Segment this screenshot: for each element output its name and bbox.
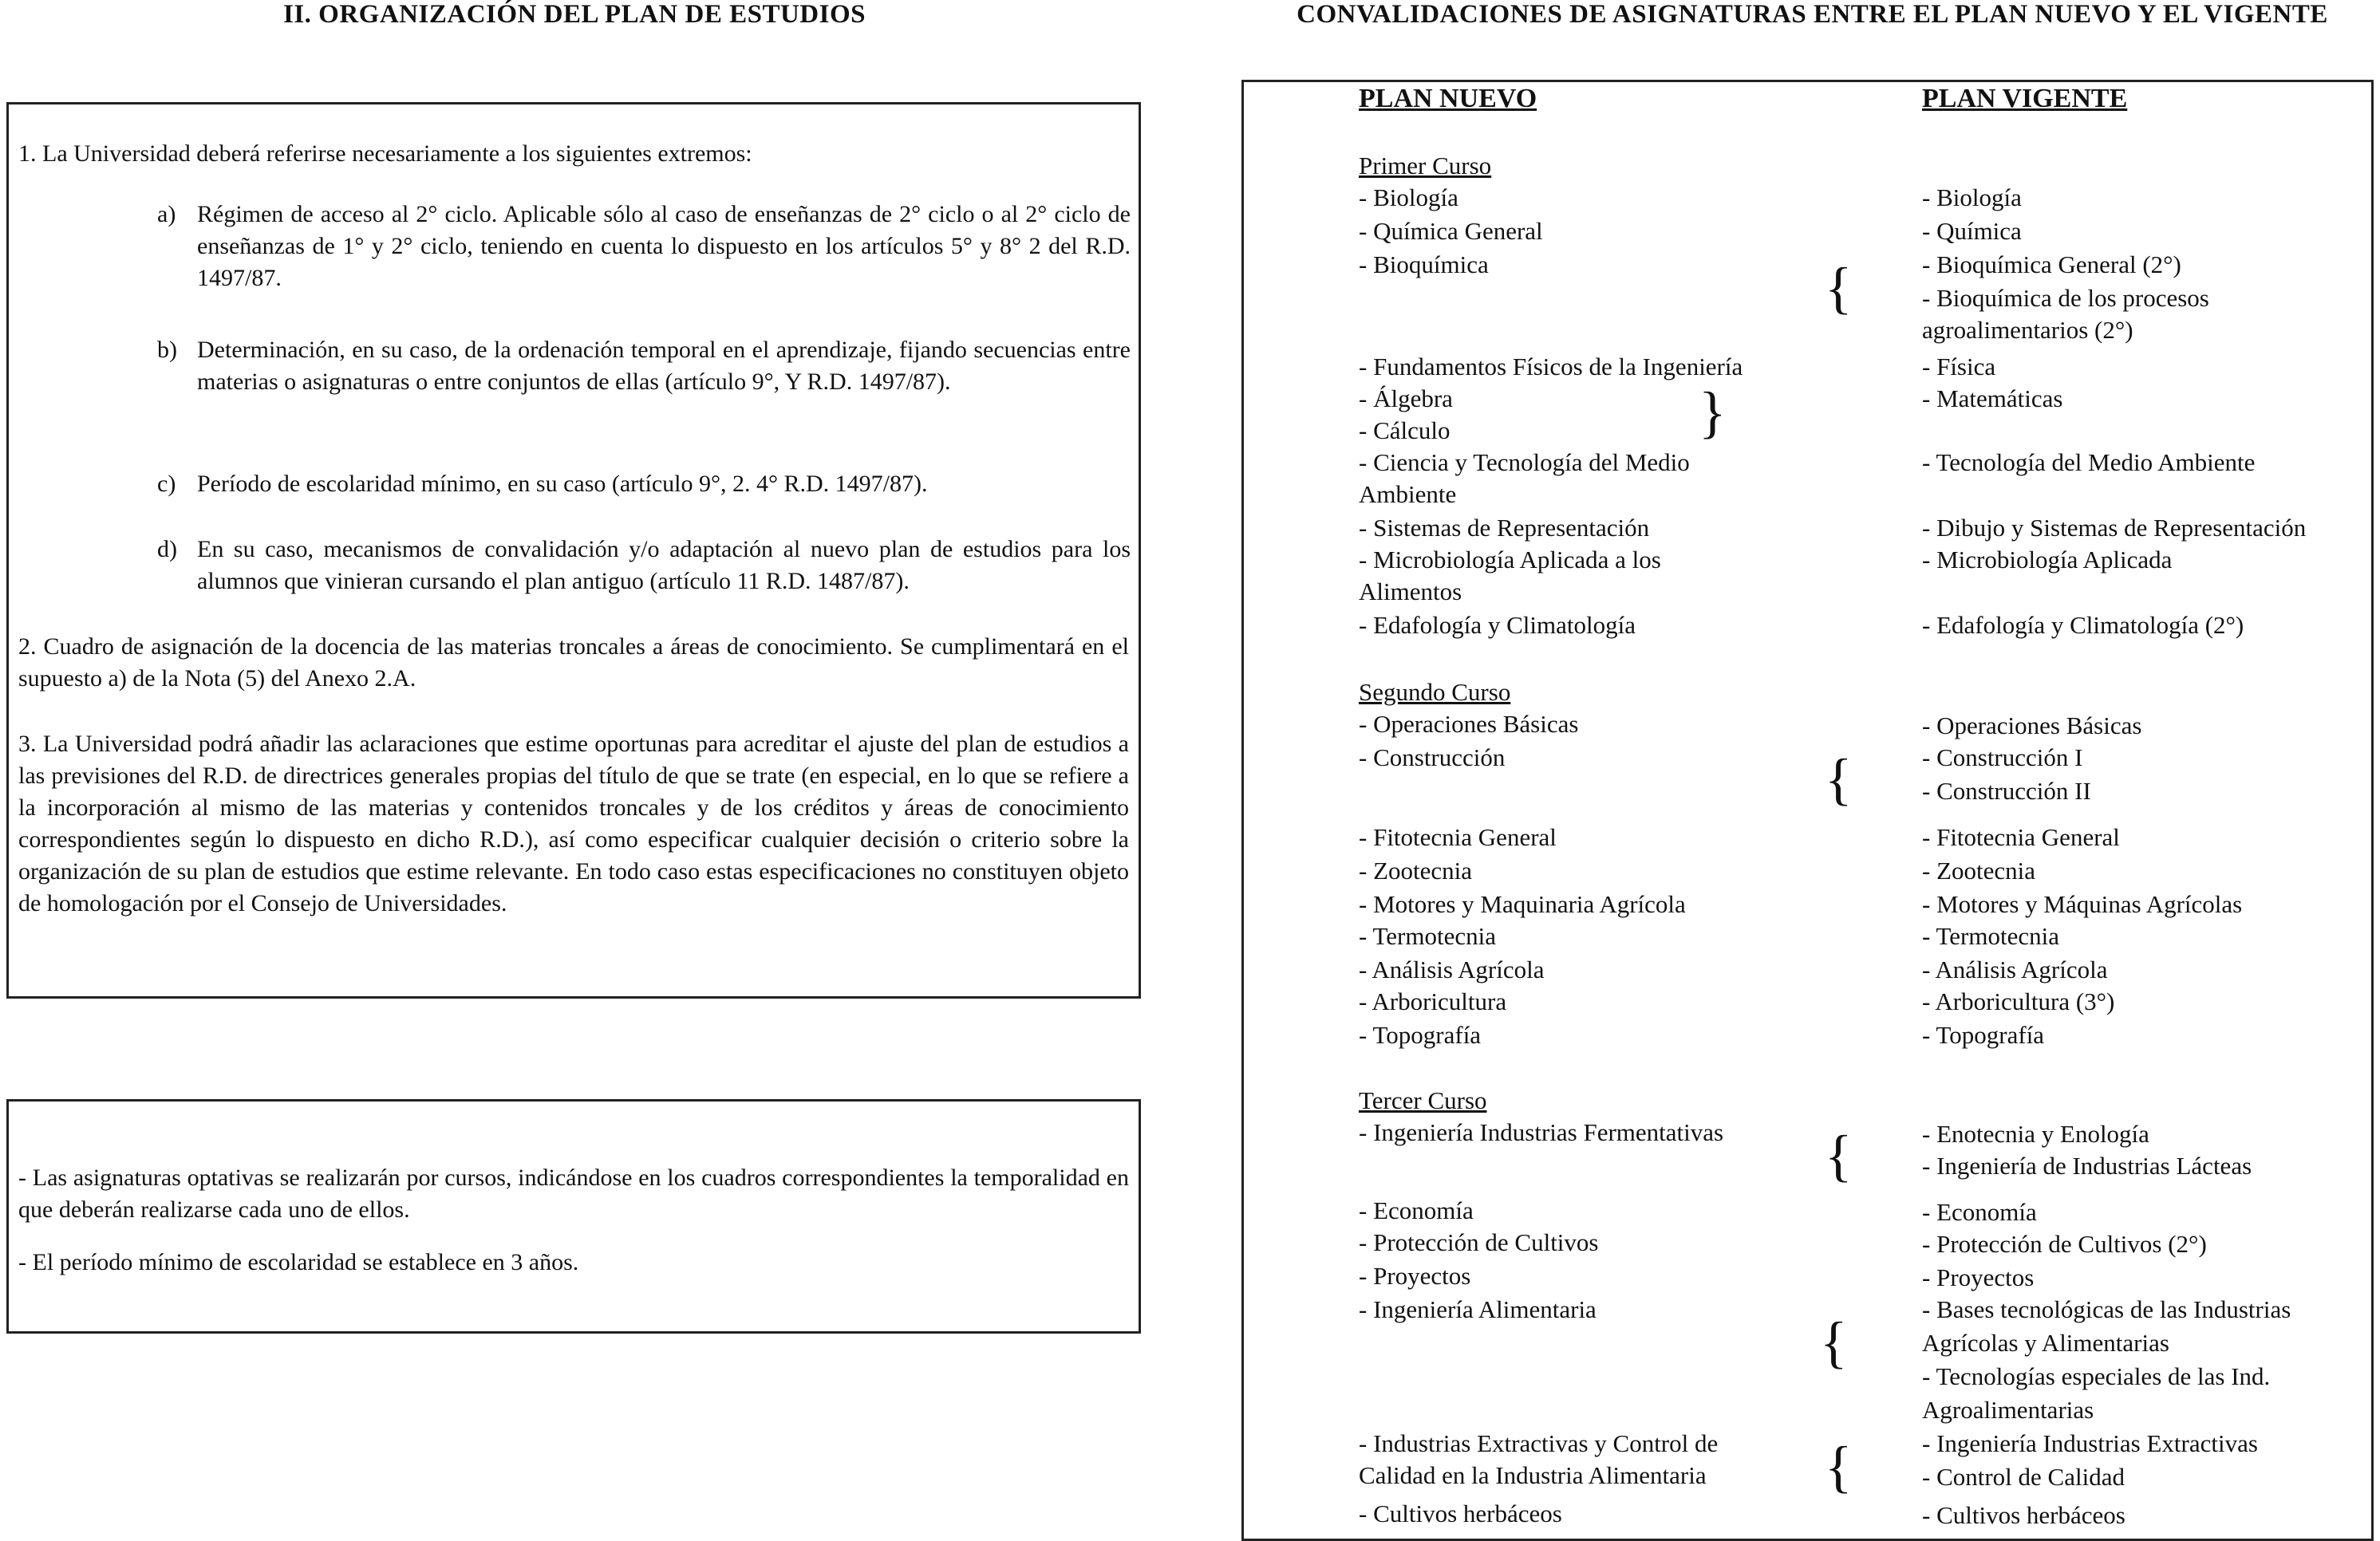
- new-subject: - Sistemas de Representación: [1359, 514, 1650, 542]
- new-subject: - Ingeniería Alimentaria: [1359, 1295, 1597, 1323]
- old-subject: - Matemáticas: [1922, 384, 2063, 412]
- paragraph-1: 1. La Universidad deberá referirse necesariamente a los siguientes extremos:: [18, 140, 752, 167]
- list-marker-c: c): [157, 471, 176, 497]
- old-subject: - Enotecnia y Enología: [1922, 1120, 2149, 1148]
- organization-box: [6, 102, 1141, 999]
- old-subject: - Química: [1922, 217, 2022, 245]
- old-subject: - Control de Calidad: [1922, 1463, 2125, 1491]
- new-subject: - Bioquímica: [1359, 250, 1489, 278]
- new-subject: - Cálculo: [1359, 416, 1450, 444]
- old-subject: - Microbiología Aplicada: [1922, 546, 2173, 573]
- new-subject: - Zootecnia: [1359, 857, 1473, 885]
- new-subject: - Análisis Agrícola: [1359, 956, 1545, 983]
- old-subject: - Topografía: [1922, 1021, 2045, 1049]
- new-subject: - Química General: [1359, 217, 1543, 245]
- new-subject: - Arboricultura: [1359, 987, 1507, 1015]
- section-title-convalidaciones: CONVALIDACIONES DE ASIGNATURAS ENTRE EL PLAN NUEVO Y EL VIGENTE: [1297, 0, 2328, 29]
- old-subject: - Cultivos herbáceos: [1922, 1501, 2125, 1529]
- old-subject: - Termotecnia: [1922, 922, 2059, 950]
- old-subject: - Economía: [1922, 1198, 2037, 1226]
- column-header-plan-nuevo: PLAN NUEVO: [1359, 84, 1537, 113]
- old-subject: - Arboricultura (3°): [1922, 987, 2115, 1015]
- old-subject-continued: agroalimentarios (2°): [1922, 316, 2133, 344]
- new-subject: - Cultivos herbáceos: [1359, 1500, 1562, 1527]
- new-subject: - Biología: [1359, 183, 1458, 211]
- list-item-b-text: Determinación, en su caso, de la ordenación temporal en el aprendizaje, fijando secuencias entre materias o asignaturas o entre conjuntos de ellas (artículo 9°, Y R.D. 1497/87).: [197, 337, 1131, 395]
- list-item-d-text: En su caso, mecanismos de convalidación y/o adaptación al nuevo plan de estudios para los alumnos que vinieran cursando el plan antiguo (artículo 11 R.D. 1487/87).: [197, 536, 1131, 594]
- column-header-plan-vigente: PLAN VIGENTE: [1922, 84, 2128, 113]
- list-item-a-text: Régimen de acceso al 2° ciclo. Aplicable sólo al caso de enseñanzas de 2° ciclo o al 2° ciclo de enseñanzas de 1° y 2° ciclo, teniendo en cuenta lo dispuesto en los artículos 5° y 8° 2 del R.D. 1497/87.: [197, 201, 1131, 291]
- list-item-d: [157, 534, 1131, 597]
- old-subject-continued: Agroalimentarias: [1922, 1396, 2094, 1424]
- note-periodo-minimo: - El período mínimo de escolaridad se establece en 3 años.: [18, 1249, 579, 1275]
- old-subject: - Ingeniería Industrias Extractivas: [1922, 1429, 2258, 1457]
- new-subject: - Topografía: [1359, 1021, 1482, 1049]
- old-subject: - Dibujo y Sistemas de Representación: [1922, 514, 2307, 542]
- old-subject: - Protección de Cultivos (2°): [1922, 1230, 2207, 1258]
- brace-fermentativas: {: [1825, 1124, 1853, 1188]
- brace-bioquimica: {: [1825, 256, 1853, 320]
- list-item-c: [157, 468, 1131, 500]
- old-subject: - Construcción I: [1922, 743, 2083, 771]
- old-subject: - Bases tecnológicas de las Industrias: [1922, 1295, 2291, 1323]
- note-optativas: - Las asignaturas optativas se realizarán por cursos, indicándose en los cuadros correspondientes la temporalidad en que deberán realizarse cada uno de ellos.: [18, 1165, 1129, 1223]
- list-item-c-text: Período de escolaridad mínimo, en su caso (artículo 9°, 2. 4° R.D. 1497/87).: [197, 471, 928, 497]
- list-marker-b: b): [157, 337, 177, 363]
- old-subject: - Zootecnia: [1922, 857, 2036, 885]
- list-marker-d: d): [157, 536, 177, 562]
- old-subject: - Tecnología del Medio Ambiente: [1922, 448, 2256, 476]
- new-subject: - Edafología y Climatología: [1359, 611, 1636, 639]
- old-subject: - Tecnologías especiales de las Ind.: [1922, 1362, 2271, 1390]
- course-heading-tercero: Tercer Curso: [1359, 1086, 1487, 1114]
- list-marker-a: a): [157, 201, 176, 227]
- new-subject: - Operaciones Básicas: [1359, 710, 1579, 738]
- new-subject: - Fundamentos Físicos de la Ingeniería: [1359, 353, 1743, 380]
- old-subject: - Operaciones Básicas: [1922, 711, 2142, 739]
- old-subject-continued: Agrícolas y Alimentarias: [1922, 1329, 2169, 1357]
- brace-matematicas: }: [1699, 380, 1727, 444]
- list-item-b: [157, 334, 1131, 398]
- old-subject: - Construcción II: [1922, 777, 2091, 805]
- new-subject: - Ingeniería Industrias Fermentativas: [1359, 1118, 1724, 1146]
- new-subject: - Ciencia y Tecnología del Medio: [1359, 448, 1690, 476]
- new-subject: - Fitotecnia General: [1359, 823, 1557, 851]
- new-subject: - Protección de Cultivos: [1359, 1228, 1599, 1256]
- new-subject: - Álgebra: [1359, 384, 1453, 412]
- paragraph-2: 2. Cuadro de asignación de la docencia de las materias troncales a áreas de conocimiento. Se cumplimentará en el supuesto a) de la Nota (5) del Anexo 2.A.: [18, 633, 1129, 692]
- old-subject: - Edafología y Climatología (2°): [1922, 611, 2244, 639]
- new-subject-continued: Calidad en la Industria Alimentaria: [1359, 1461, 1707, 1489]
- new-subject: - Construcción: [1359, 743, 1506, 771]
- paragraph-3: 3. La Universidad podrá añadir las aclaraciones que estime oportunas para acreditar el ajuste del plan de estudios a las previsiones del R.D. de directrices generales propias del título de que se trate (en especial, en lo que se refiere a la incorporación al mismo de las materias y contenidos troncales y de los créditos y áreas de conocimiento correspondientes según lo dispuesto en dicho R.D.), así como especificar cualquier decisión o criterio sobre la organización de su plan de estudios que estime relevante. En todo caso estas especificaciones no constituyen objeto de homologación por el Consejo de Universidades.: [18, 731, 1129, 916]
- course-heading-segundo: Segundo Curso: [1359, 678, 1511, 706]
- old-subject: - Motores y Máquinas Agrícolas: [1922, 890, 2243, 918]
- brace-alimentaria: {: [1820, 1310, 1848, 1374]
- old-subject: - Biología: [1922, 183, 2022, 211]
- brace-extractivas: {: [1825, 1435, 1853, 1499]
- old-subject: - Análisis Agrícola: [1922, 956, 2108, 983]
- convalidaciones-table: [1241, 80, 2374, 1541]
- brace-construccion: {: [1825, 747, 1853, 811]
- course-heading-primero: Primer Curso: [1359, 152, 1492, 179]
- new-subject-continued: Alimentos: [1359, 577, 1462, 605]
- list-item-a: [157, 199, 1131, 294]
- new-subject: - Proyectos: [1359, 1262, 1471, 1290]
- new-subject-continued: Ambiente: [1359, 480, 1457, 508]
- new-subject: - Industrias Extractivas y Control de: [1359, 1429, 1719, 1457]
- old-subject: - Bioquímica General (2°): [1922, 250, 2181, 278]
- old-subject: - Ingeniería de Industrias Lácteas: [1922, 1152, 2252, 1180]
- old-subject: - Física: [1922, 353, 1996, 380]
- old-subject: - Fitotecnia General: [1922, 823, 2120, 851]
- new-subject: - Motores y Maquinaria Agrícola: [1359, 890, 1686, 918]
- section-title-organizacion: II. ORGANIZACIÓN DEL PLAN DE ESTUDIOS: [283, 0, 866, 29]
- old-subject: - Proyectos: [1922, 1263, 2035, 1291]
- new-subject: - Economía: [1359, 1196, 1474, 1224]
- new-subject: - Termotecnia: [1359, 922, 1496, 950]
- old-subject: - Bioquímica de los procesos: [1922, 284, 2209, 312]
- notes-box: [6, 1099, 1141, 1334]
- new-subject: - Microbiología Aplicada a los: [1359, 546, 1661, 573]
